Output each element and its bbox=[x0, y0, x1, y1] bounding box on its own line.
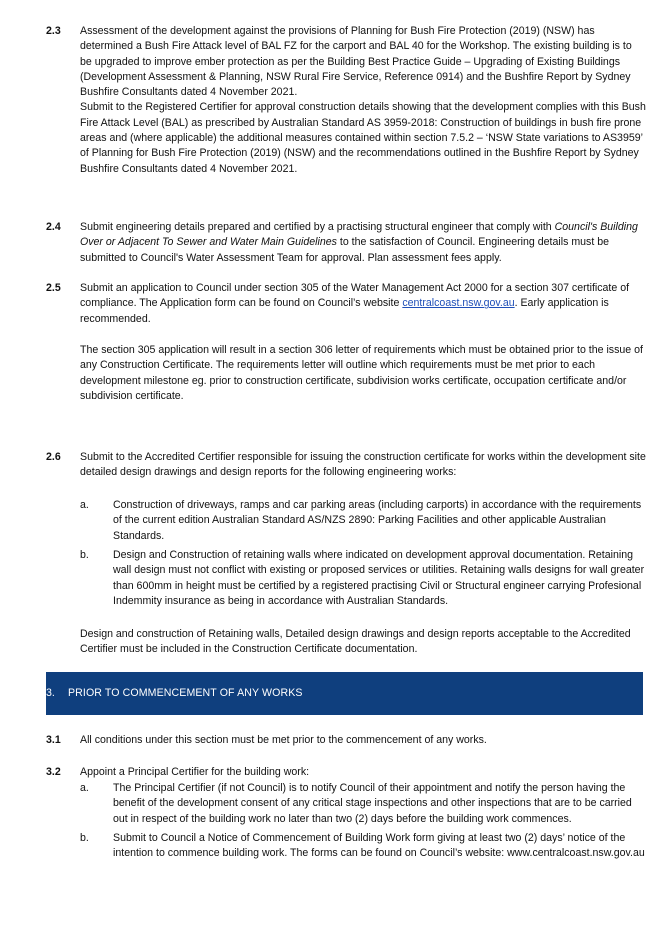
paragraph: Design and construction of Retaining walls, Detailed design drawings and design reports acceptable to the Accredited Certifier must be included in the Construction Certificate documentation. bbox=[80, 628, 631, 656]
text-run: . Early application is recommended. bbox=[80, 297, 609, 325]
condition-number: 3.2 bbox=[46, 766, 61, 778]
paragraph: Submit to the Registered Certifier for approval construction details showing that the development complies with this Bush Fire Attack Level (BAL) as prescribed by Australian Standard AS 3959-2018: Construction of buildings in bush fire prone areas and (where applicable) the additional measures contained within section 7.5.2 – ‘NSW State variations to AS3959’ of Planning for Bush Fire Protection (2019) (NSW) and the recommendations outlined in the Bushfire Report by Sydney Bushfire Consultants dated 4 November 2021. bbox=[80, 101, 646, 175]
paragraph: Submit to the Accredited Certifier responsible for issuing the construction certificate for works within the development site detailed design drawings and design reports for the following engineering works: bbox=[80, 451, 646, 479]
condition-text bbox=[80, 220, 646, 266]
guideline-title: Council's Building Over or Adjacent To Sewer and Water Main Guidelines bbox=[80, 221, 638, 249]
text-run: to the satisfaction of Council. Engineering details must be submitted to Council's Water Assessment Team for approval. Plan assessment fees apply. bbox=[80, 236, 609, 264]
condition-text bbox=[80, 733, 646, 748]
condition-text bbox=[80, 24, 646, 177]
paragraph: Assessment of the development against the provisions of Planning for Bush Fire Protection (2019) (NSW) has determined a Bush Fire Attack level of BAL FZ for the carport and BAL 40 for the Workshop. The existing building is to be upgraded to improve ember protection as per the Building Best Practice Guide – Upgrading of Existing Buildings (Development Assessment & Planning, NSW Rural Fire Service, Reference 0914) and the Bushfire Report by Sydney Bushfire Consultants dated 4 November 2021. bbox=[80, 25, 632, 99]
text-run: Submit an application to Council under section 305 of the Water Management Act 2000 for a section 307 certificate of compliance. The Application form can be found on Council’s website bbox=[80, 282, 630, 310]
paragraph: All conditions under this section must be met prior to the commencement of any works. bbox=[80, 734, 487, 746]
condition-text bbox=[80, 627, 646, 658]
condition-text bbox=[80, 343, 646, 404]
paragraph: The section 305 application will result in a section 306 letter of requirements which must be obtained prior to the issue of any Construction Certificate. The requirements letter will outline which requirements must be met prior to each development milestone eg. prior to construction certificate, subdivision works certificate, occupation certificate and/or subdivision certificate. bbox=[80, 344, 643, 402]
condition-number: 2.4 bbox=[46, 221, 61, 233]
list-text: Design and Construction of retaining walls where indicated on development approval documentation. Retaining wall design must not conflict with existing or proposed services or utilities. Retaining walls designs for wall greater than 600mm in height must be certified by a registered practising Civil or Structural engineer carrying Profesional Indemmity insurance as being in accordance with Australian Standards. bbox=[113, 549, 645, 607]
list-letter: b. bbox=[80, 549, 89, 561]
paragraph: Appoint a Principal Certifier for the building work: bbox=[80, 766, 310, 778]
condition-text bbox=[80, 450, 646, 481]
list-text: Submit to Council a Notice of Commencement of Building Work form giving at least two (2) days’ notice of the intention to commence building work. The forms can be found on Council’s website: www.centralcoast.nsw.gov.au bbox=[113, 832, 645, 860]
condition-number: 2.3 bbox=[46, 25, 61, 37]
section-title: PRIOR TO COMMENCEMENT OF ANY WORKS bbox=[68, 687, 303, 699]
list-letter: a. bbox=[80, 782, 89, 794]
list-letter: b. bbox=[80, 832, 89, 844]
paragraph bbox=[80, 220, 646, 266]
condition-number: 2.6 bbox=[46, 451, 61, 463]
list-text: Construction of driveways, ramps and car parking areas (including carports) in accordance with the requirements of the current edition Australian Standard AS/NZS 2890: Parking Facilities and other applicable Australian Standards. bbox=[113, 499, 642, 542]
condition-text bbox=[80, 281, 646, 327]
list-letter: a. bbox=[80, 499, 89, 511]
condition-text bbox=[80, 765, 646, 780]
council-website-link[interactable]: centralcoast.nsw.gov.au bbox=[402, 297, 515, 310]
condition-number: 3.1 bbox=[46, 734, 61, 746]
text-run: Submit engineering details prepared and certified by a practising structural engineer that comply with bbox=[80, 221, 555, 233]
list-text: The Principal Certifier (if not Council) is to notify Council of their appointment and notify the person having the benefit of the development consent of any critical stage inspections and other inspections that are to be carried out in respect of the building work no later than two (2) days before the building work commences. bbox=[113, 782, 632, 825]
condition-number: 2.5 bbox=[46, 282, 61, 294]
section-number: 3. bbox=[46, 687, 55, 699]
section-banner bbox=[46, 672, 643, 715]
paragraph bbox=[80, 281, 646, 327]
